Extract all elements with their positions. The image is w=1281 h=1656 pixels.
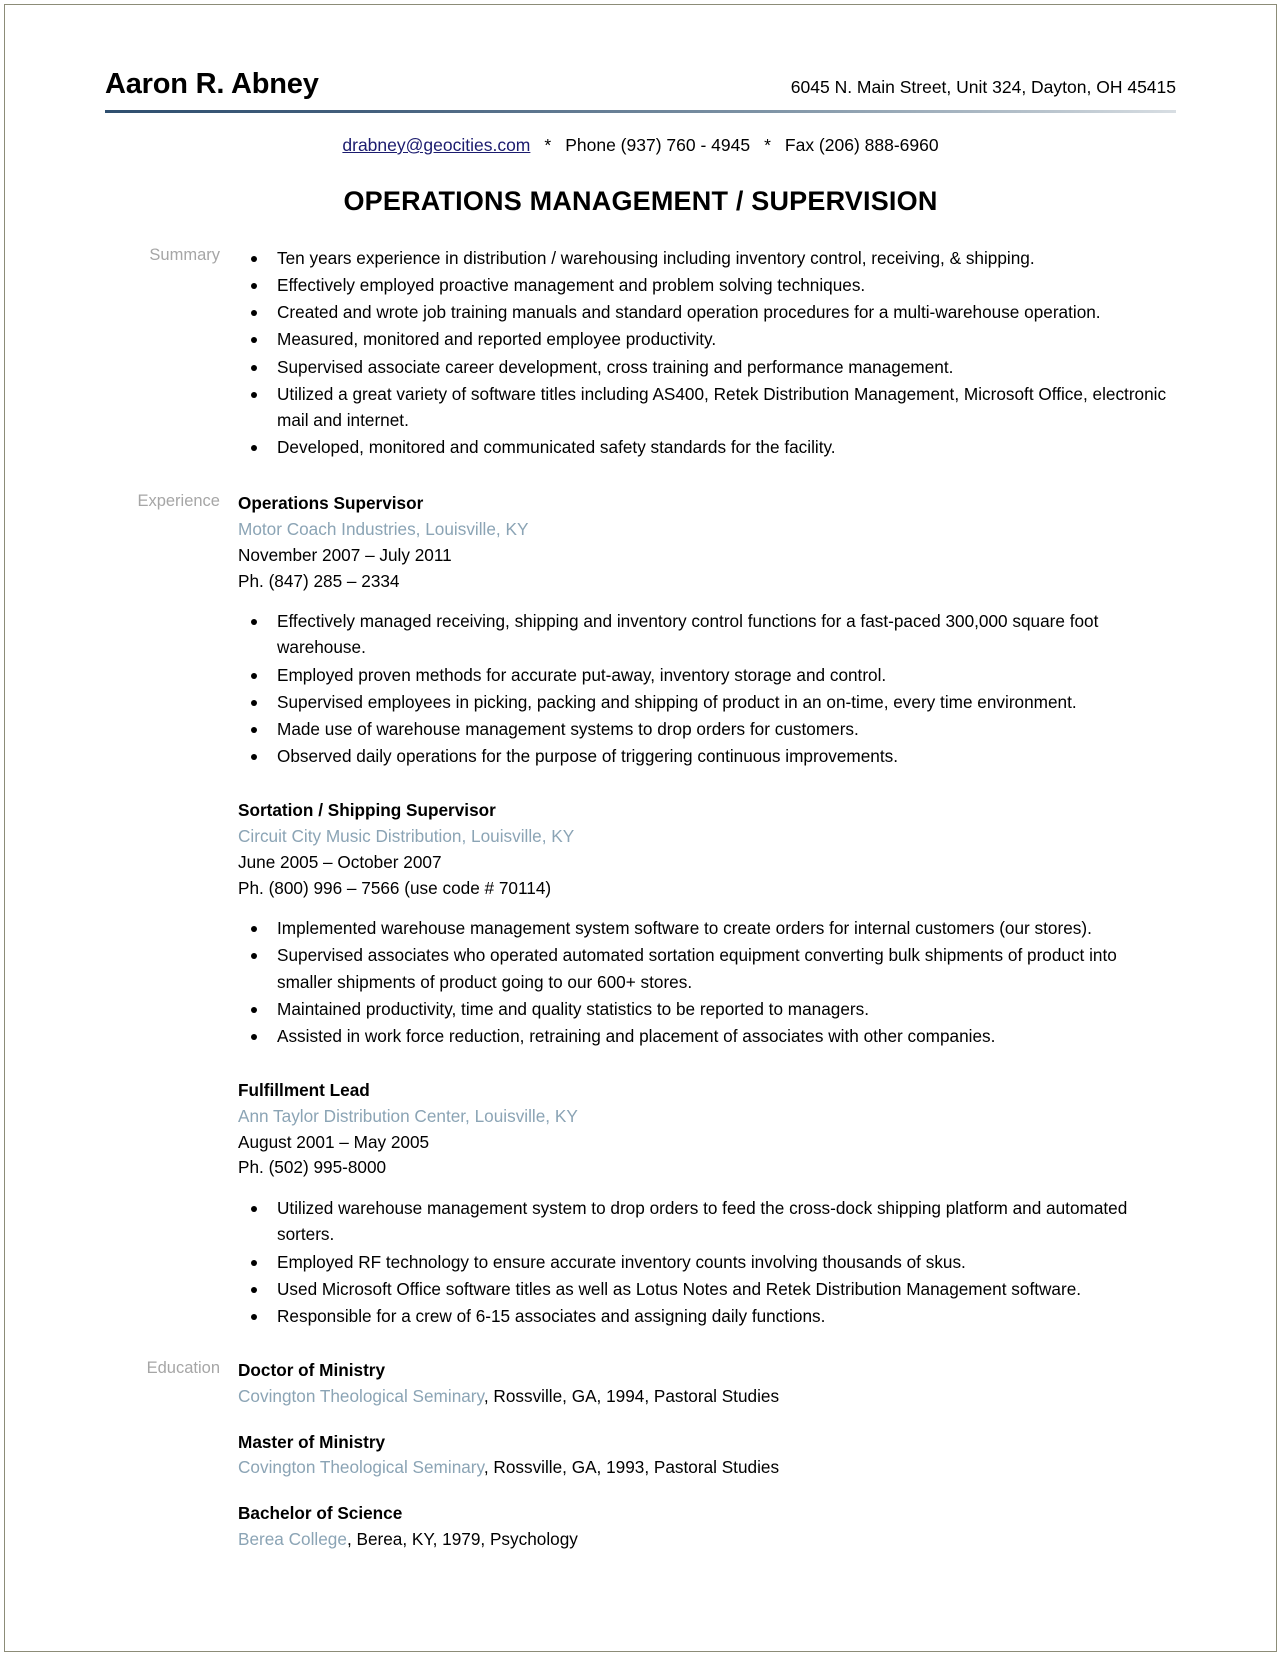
list-item: Effectively managed receiving, shipping and inventory control functions for a fast-paced 300,000 square foot warehouse. [238,608,1176,660]
education-details: , Rossville, GA, 1993, Pastoral Studies [483,1457,780,1478]
candidate-name: Aaron R. Abney [105,68,319,100]
education-degree: Bachelor of Science [238,1503,403,1524]
job-phone: Ph. (847) 285 – 2334 [238,570,400,591]
education-school: Covington Theological Seminary [238,1385,484,1406]
contact-row [105,135,1176,156]
section-label-summary: Summary [149,246,220,264]
contact-separator-2: * [764,135,771,155]
section-summary [105,245,1176,461]
contact-separator-1: * [544,135,552,155]
list-item: Responsible for a crew of 6-15 associates and assigning daily functions. [238,1303,1176,1329]
job-bullet-list [238,1195,1176,1329]
section-label-education: Education [146,1358,220,1377]
header-divider [105,110,1176,113]
education-degree: Master of Ministry [238,1431,386,1452]
job-company: Circuit City Music Distribution, Louisville, KY [238,825,575,846]
list-item: Assisted in work force reduction, retraining and placement of associates with other companies. [238,1023,1176,1049]
education-body [238,1358,1176,1553]
phone-text: Phone (937) 760 - 4945 [565,135,751,155]
job-dates: November 2007 – July 2011 [238,544,452,565]
section-experience [105,491,1176,1330]
experience-body [238,491,1176,1330]
job-bullet-list [238,608,1176,769]
list-item: Employed RF technology to ensure accurate inventory counts involving thousands of skus. [238,1249,1176,1275]
job-entry [238,1078,1176,1329]
education-details: , Berea, KY, 1979, Psychology [346,1528,578,1549]
education-degree: Doctor of Ministry [238,1359,386,1380]
job-dates: August 2001 – May 2005 [238,1131,430,1152]
education-detail-line [238,1527,1176,1553]
list-item: Developed, monitored and communicated safety standards for the facility. [238,434,1176,460]
list-item: Implemented warehouse management system software to create orders for internal customers (our stores). [238,915,1176,941]
list-item: Effectively employed proactive management and problem solving techniques. [238,272,1176,298]
list-item: Maintained productivity, time and quality statistics to be reported to managers. [238,996,1176,1022]
fax-text: Fax (206) 888-6960 [784,135,939,155]
education-details: , Rossville, GA, 1994, Pastoral Studies [483,1385,780,1406]
education-entry [238,1430,1176,1482]
job-phone: Ph. (800) 996 – 7566 (use code # 70114) [238,877,552,898]
section-education [105,1358,1176,1553]
list-item: Supervised associate career development, cross training and performance management. [238,354,1176,380]
list-item: Measured, monitored and reported employee productivity. [238,326,1176,352]
job-entry [238,798,1176,1049]
job-title: Operations Supervisor [238,493,424,514]
email-link[interactable]: drabney@geocities.com [342,135,531,155]
job-company: Motor Coach Industries, Louisville, KY [238,518,529,539]
job-dates: June 2005 – October 2007 [238,851,442,872]
list-item: Supervised employees in picking, packing and shipping of product in an on-time, every time environment. [238,689,1176,715]
education-detail-line [238,1384,1176,1410]
list-item: Made use of warehouse management systems to drop orders for customers. [238,716,1176,742]
education-school: Berea College [238,1528,347,1549]
list-item: Created and wrote job training manuals and standard operation procedures for a multi-warehouse operation. [238,299,1176,325]
page-title: OPERATIONS MANAGEMENT / SUPERVISION [343,186,938,216]
education-entry [238,1501,1176,1553]
list-item: Supervised associates who operated automated sortation equipment converting bulk shipments of product into smaller shipments of product going to our 600+ stores. [238,942,1176,994]
education-detail-line [238,1455,1176,1481]
list-item: Used Microsoft Office software titles as well as Lotus Notes and Retek Distribution Management software. [238,1276,1176,1302]
candidate-address: 6045 N. Main Street, Unit 324, Dayton, OH 45415 [790,77,1176,97]
list-item: Observed daily operations for the purpose of triggering continuous improvements. [238,743,1176,769]
job-bullet-list [238,915,1176,1049]
job-title: Fulfillment Lead [238,1080,370,1101]
summary-bullet-list [238,245,1176,460]
job-company: Ann Taylor Distribution Center, Louisville, KY [238,1105,578,1126]
list-item: Employed proven methods for accurate put-away, inventory storage and control. [238,662,1176,688]
list-item: Utilized warehouse management system to drop orders to feed the cross-dock shipping platform and automated sorters. [238,1195,1176,1247]
list-item: Ten years experience in distribution / warehousing including inventory control, receiving, & shipping. [238,245,1176,271]
education-entry [238,1358,1176,1410]
job-title: Sortation / Shipping Supervisor [238,800,496,821]
job-phone: Ph. (502) 995-8000 [238,1157,387,1178]
list-item: Utilized a great variety of software titles including AS400, Retek Distribution Management, Microsoft Office, electronic mail and internet. [238,381,1176,433]
education-school: Covington Theological Seminary [238,1457,484,1478]
job-entry [238,491,1176,769]
summary-body [238,245,1176,461]
header [105,68,1176,101]
section-label-experience: Experience [137,492,220,511]
